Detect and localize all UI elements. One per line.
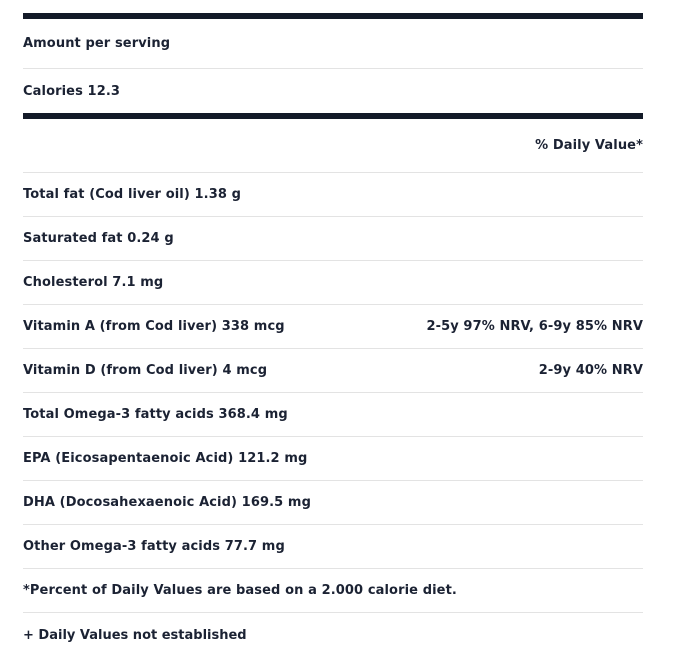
- nutrient-row: [23, 217, 643, 261]
- nutrient-row: [23, 349, 643, 393]
- nutrient-row: [23, 481, 643, 525]
- nutrient-label: Other Omega-3 fatty acids 77.7 mg: [23, 539, 285, 554]
- not-established-text: + Daily Values not established: [23, 627, 247, 643]
- not-established-footnote: [23, 613, 643, 657]
- nutrient-row: [23, 173, 643, 217]
- nutrient-row: [23, 305, 643, 349]
- calories-row: [23, 69, 643, 113]
- amount-per-serving-label: Amount per serving: [23, 36, 171, 51]
- nutrient-label: Total fat (Cod liver oil) 1.38 g: [23, 187, 242, 202]
- nutrient-row: [23, 437, 643, 481]
- nutrient-row: [23, 261, 643, 305]
- calories-label: Calories 12.3: [23, 83, 121, 99]
- nutrient-daily-value: 2-5y 97% NRV, 6-9y 85% NRV: [426, 319, 643, 334]
- daily-value-header-row: [23, 119, 643, 173]
- nutrient-daily-value: 2-9y 40% NRV: [538, 363, 643, 378]
- nutrient-label: Saturated fat 0.24 g: [23, 231, 174, 246]
- amount-per-serving-row: [23, 19, 643, 69]
- nutrient-label: Vitamin A (from Cod liver) 338 mcg: [23, 319, 285, 334]
- nutrient-row: [23, 525, 643, 569]
- nutrient-label: Cholesterol 7.1 mg: [23, 275, 164, 290]
- percent-daily-value-footnote: [23, 569, 643, 613]
- nutrient-label: DHA (Docosahexaenoic Acid) 169.5 mg: [23, 495, 311, 510]
- nutrient-label: Vitamin D (from Cod liver) 4 mcg: [23, 363, 268, 378]
- nutrition-facts-panel: [23, 13, 643, 657]
- daily-value-header: % Daily Value*: [535, 138, 643, 153]
- nutrient-row: [23, 393, 643, 437]
- nutrient-label: Total Omega-3 fatty acids 368.4 mg: [23, 407, 288, 422]
- nutrient-label: EPA (Eicosapentaenoic Acid) 121.2 mg: [23, 451, 308, 466]
- percent-note-text: *Percent of Daily Values are based on a 2.000 calorie diet.: [23, 583, 457, 598]
